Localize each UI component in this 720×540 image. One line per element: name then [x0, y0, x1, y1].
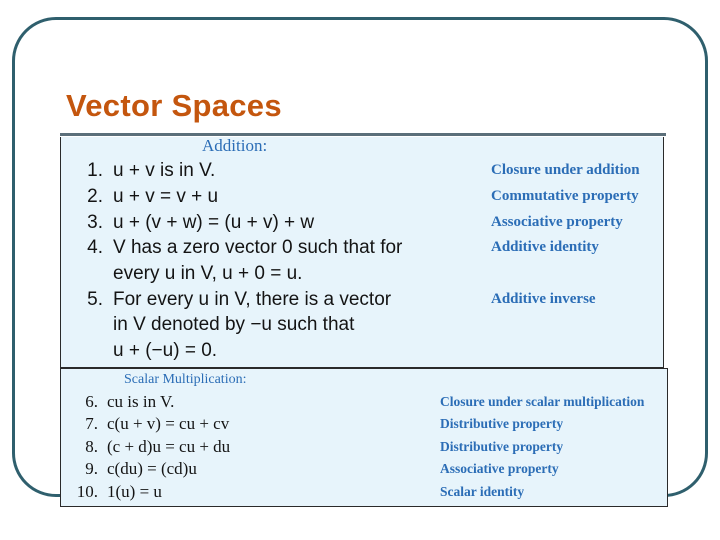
- axiom-text: For every u in V, there is a vector: [113, 289, 392, 310]
- axiom-text: u + (−u) = 0.: [113, 340, 218, 361]
- axiom-text: cu is in V.: [107, 392, 175, 411]
- item-number: 7.: [85, 414, 98, 433]
- item-number: 8.: [85, 437, 98, 456]
- item-number: 4.: [87, 237, 103, 258]
- item-number: 5.: [87, 289, 103, 310]
- property-label: Additive identity: [491, 239, 599, 255]
- property-label: Distributive property: [440, 416, 564, 431]
- property-label: Associative property: [440, 461, 559, 476]
- page-title: Vector Spaces: [66, 88, 282, 123]
- axiom-text: V has a zero vector 0 such that for: [113, 237, 403, 258]
- property-label: Additive inverse: [491, 291, 596, 307]
- item-number: 10.: [76, 482, 98, 501]
- addition-panel: [60, 137, 664, 368]
- scalar-multiplication-panel: [60, 368, 668, 507]
- axiom-text: u + v is in V.: [113, 160, 216, 181]
- axiom-text: every u in V, u + 0 = u.: [113, 263, 303, 284]
- axiom-text: u + (v + w) = (u + v) + w: [113, 212, 315, 233]
- title-divider: [60, 133, 666, 136]
- property-label: Distributive property: [440, 439, 564, 454]
- item-number: 2.: [87, 186, 103, 207]
- item-number: 9.: [85, 459, 98, 478]
- addition-heading: Addition:: [202, 136, 268, 155]
- scalar-multiplication-heading: Scalar Multiplication:: [124, 372, 247, 387]
- item-number: 1.: [87, 160, 103, 181]
- property-label: Closure under scalar multiplication: [440, 394, 645, 409]
- axiom-text: 1(u) = u: [107, 482, 162, 501]
- axiom-text: c(du) = (cd)u: [107, 459, 197, 478]
- property-label: Commutative property: [491, 188, 639, 204]
- axiom-text: u + v = v + u: [113, 186, 219, 207]
- property-label: Closure under addition: [491, 162, 640, 178]
- axiom-text: in V denoted by −u such that: [113, 314, 355, 335]
- item-number: 3.: [87, 212, 103, 233]
- item-number: 6.: [85, 392, 98, 411]
- axiom-text: c(u + v) = cu + cv: [107, 414, 230, 433]
- property-label: Associative property: [491, 214, 623, 230]
- property-label: Scalar identity: [440, 484, 525, 499]
- axiom-text: (c + d)u = cu + du: [107, 437, 231, 456]
